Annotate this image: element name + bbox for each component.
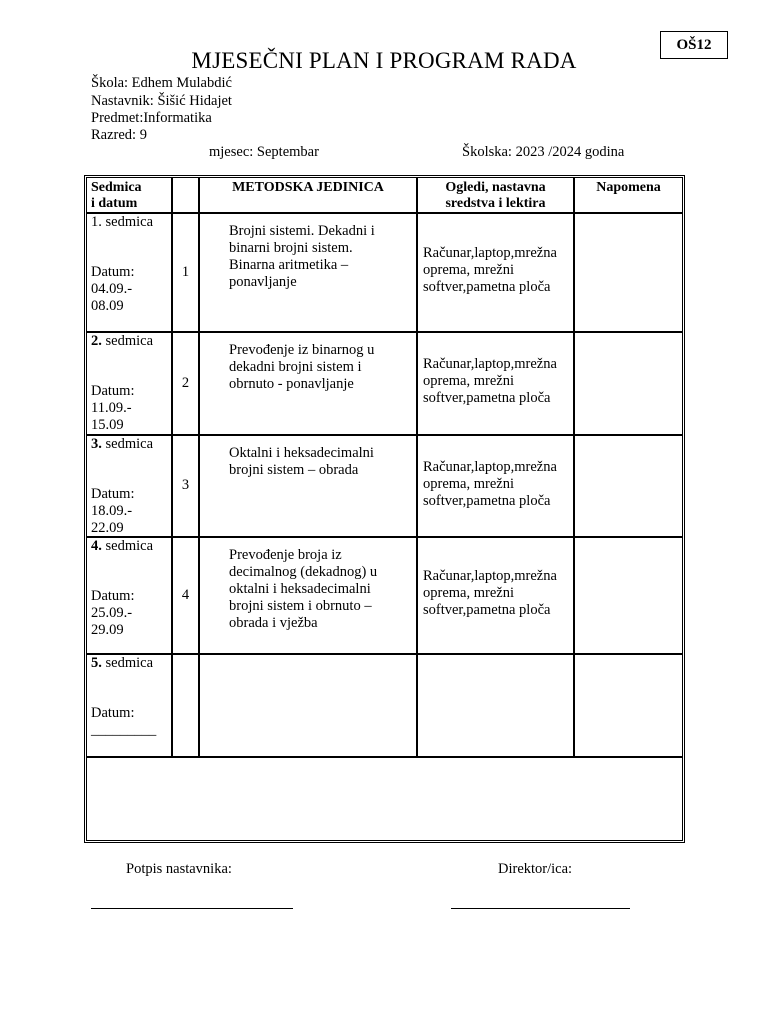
subject-line: Predmet:Informatika bbox=[91, 110, 212, 126]
unit-line: brojni sistem – obrada bbox=[229, 462, 359, 478]
date-range-line: _________ bbox=[91, 722, 157, 738]
week-word: sedmica bbox=[105, 655, 154, 671]
teacher-line: Nastavnik: Šišić Hidajet bbox=[91, 93, 232, 109]
date-range-line: 15.09 bbox=[91, 417, 124, 433]
form-code-badge: OŠ12 bbox=[660, 31, 728, 59]
week-label bbox=[91, 333, 153, 350]
row-number: 3 bbox=[181, 477, 190, 493]
header-week-line: i datum bbox=[91, 196, 138, 211]
table-cell-box bbox=[574, 435, 683, 537]
table-cell-box bbox=[574, 654, 683, 757]
document-title: MJESEČNI PLAN I PROGRAM RADA bbox=[191, 48, 577, 73]
header-note: Napomena bbox=[596, 180, 661, 195]
unit-line: ponavljanje bbox=[229, 274, 297, 290]
unit-line: Oktalni i heksadecimalni bbox=[229, 445, 374, 461]
date-label: Datum: bbox=[91, 383, 135, 399]
unit-line: obrada i vježba bbox=[229, 615, 318, 631]
unit-line: Prevođenje iz binarnog u bbox=[229, 342, 375, 358]
date-range-line: 11.09.- bbox=[91, 400, 132, 416]
table-cell-box bbox=[172, 177, 199, 213]
director-signature-line bbox=[451, 908, 630, 909]
school-year-line: Školska: 2023 /2024 godina bbox=[462, 144, 625, 160]
month-line: mjesec: Septembar bbox=[209, 144, 319, 160]
unit-line: Brojni sistemi. Dekadni i bbox=[229, 223, 375, 239]
resource-line: oprema, mrežni bbox=[423, 585, 514, 601]
resource-line: Računar,laptop,mrežna bbox=[423, 458, 557, 475]
date-label: Datum: bbox=[91, 705, 135, 721]
header-unit: METODSKA JEDINICA bbox=[232, 180, 384, 195]
resource-line: softver,pametna ploča bbox=[423, 602, 551, 618]
week-word: sedmica bbox=[105, 214, 154, 230]
table-footer-cell bbox=[86, 757, 683, 841]
date-label: Datum: bbox=[91, 588, 135, 604]
header-resources-line: sredstva i lektira bbox=[445, 196, 546, 211]
week-number: 2. bbox=[91, 333, 102, 349]
table-cell-box bbox=[417, 654, 574, 757]
header-week-line: Sedmica bbox=[91, 180, 142, 195]
week-label bbox=[91, 214, 153, 231]
date-label: Datum: bbox=[91, 264, 135, 280]
resource-line: Računar,laptop,mrežna bbox=[423, 356, 557, 372]
table-cell-box bbox=[574, 213, 683, 332]
table-cell-box bbox=[199, 654, 417, 757]
resource-line: softver,pametna ploča bbox=[423, 390, 551, 406]
week-word: sedmica bbox=[105, 436, 154, 452]
unit-line: Binarna aritmetika – bbox=[229, 257, 349, 273]
row-number: 2 bbox=[181, 374, 190, 391]
date-range-line: 25.09.- bbox=[91, 605, 133, 621]
unit-line: obrnuto - ponavljanje bbox=[229, 376, 354, 392]
week-label bbox=[91, 655, 153, 672]
week-number: 3. bbox=[91, 436, 102, 452]
date-label: Datum: bbox=[91, 486, 135, 502]
week-number: 5. bbox=[91, 655, 102, 671]
row-number: 1 bbox=[181, 263, 190, 280]
resource-line: Računar,laptop,mrežna bbox=[423, 568, 557, 584]
resource-line: oprema, mrežni bbox=[423, 373, 514, 389]
unit-line: brojni sistem i obrnuto – bbox=[229, 598, 372, 614]
resource-line: oprema, mrežni bbox=[423, 475, 514, 492]
teacher-signature-line bbox=[91, 908, 293, 909]
unit-line: Prevođenje broja iz bbox=[229, 547, 342, 563]
resource-line: softver,pametna ploča bbox=[423, 492, 551, 509]
date-range-line: 18.09.- bbox=[91, 503, 133, 519]
school-line: Škola: Edhem Mulabdić bbox=[91, 75, 232, 91]
unit-line: binarni brojni sistem. bbox=[229, 240, 353, 256]
unit-line: decimalnog (dekadnog) u bbox=[229, 564, 378, 580]
date-range-line: 04.09.- bbox=[91, 281, 133, 297]
resource-line: Računar,laptop,mrežna bbox=[423, 245, 557, 261]
date-range-line: 08.09 bbox=[91, 298, 124, 314]
week-word: sedmica bbox=[105, 333, 154, 349]
resource-line: oprema, mrežni bbox=[423, 262, 514, 278]
date-range-line: 22.09 bbox=[91, 520, 124, 536]
grade-line: Razred: 9 bbox=[91, 127, 147, 143]
header-resources-line: Ogledi, nastavna bbox=[445, 180, 546, 195]
unit-line: oktalni i heksadecimalni bbox=[229, 581, 371, 597]
date-range-line: 29.09 bbox=[91, 622, 124, 638]
week-number: 1. bbox=[91, 214, 102, 230]
teacher-signature-label: Potpis nastavnika: bbox=[126, 861, 232, 877]
week-label bbox=[91, 538, 153, 555]
table-cell-box bbox=[172, 654, 199, 757]
row-number: 4 bbox=[181, 586, 190, 603]
table-cell-box bbox=[574, 332, 683, 435]
week-number: 4. bbox=[91, 538, 102, 554]
week-word: sedmica bbox=[105, 538, 154, 554]
table-cell-box bbox=[574, 537, 683, 654]
resource-line: softver,pametna ploča bbox=[423, 279, 551, 295]
week-label bbox=[91, 436, 153, 453]
director-signature-label: Direktor/ica: bbox=[498, 861, 573, 877]
unit-line: dekadni brojni sistem i bbox=[229, 359, 362, 375]
